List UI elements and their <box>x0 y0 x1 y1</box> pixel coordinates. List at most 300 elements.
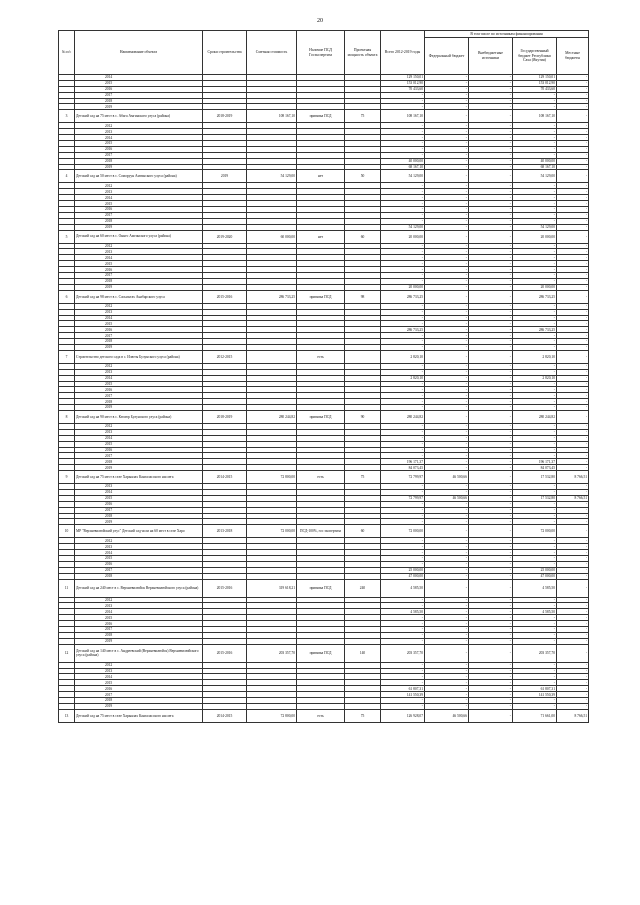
year-total: 72 799,97 <box>381 495 425 501</box>
year-republic: 54 129,00 <box>513 224 557 230</box>
republic-budget: 280 244,82 <box>513 410 557 423</box>
federal-budget: - <box>425 170 469 183</box>
object-number: 12 <box>59 644 75 662</box>
construction-term: 2019 <box>203 170 247 183</box>
year-republic: 4 585,50 <box>513 609 557 615</box>
psd-status: нет <box>297 170 345 183</box>
year-local: - <box>557 489 589 495</box>
republic-budget: 2 820,10 <box>513 350 557 363</box>
year-local: - <box>557 212 589 218</box>
year-federal: - <box>425 405 469 411</box>
year-federal: - <box>425 303 469 309</box>
year-total: - <box>381 363 425 369</box>
year-total: - <box>381 249 425 255</box>
year-local: - <box>557 129 589 135</box>
year-republic: - <box>513 255 557 261</box>
federal-budget: - <box>425 230 469 243</box>
psd-status: есть <box>297 350 345 363</box>
year-extra: - <box>469 573 513 579</box>
year-republic: 61 807,31 <box>513 686 557 692</box>
year-local: - <box>557 423 589 429</box>
year-federal: - <box>425 98 469 104</box>
year-republic: - <box>513 393 557 399</box>
year-label: 2017 <box>75 212 203 218</box>
design-capacity: 60 <box>345 230 381 243</box>
year-republic: - <box>513 674 557 680</box>
year-total: - <box>381 447 425 453</box>
construction-term: 2014-2015 <box>203 471 247 484</box>
year-local: - <box>557 680 589 686</box>
year-republic: - <box>513 387 557 393</box>
header-extra: Внебюджетные источники <box>469 38 513 75</box>
year-federal: - <box>425 680 469 686</box>
year-total: - <box>381 183 425 189</box>
year-label: 2018 <box>75 573 203 579</box>
year-federal: - <box>425 75 469 81</box>
year-total: - <box>381 261 425 267</box>
year-extra: - <box>469 680 513 686</box>
year-label: 2016 <box>75 327 203 333</box>
extra-budget: - <box>469 579 513 597</box>
year-local: - <box>557 513 589 519</box>
header-capacity: Проектная мощность объекта <box>345 31 381 75</box>
year-total: - <box>381 680 425 686</box>
year-local: - <box>557 561 589 567</box>
year-extra: - <box>469 597 513 603</box>
year-federal: - <box>425 550 469 556</box>
year-extra: - <box>469 405 513 411</box>
year-extra: - <box>469 195 513 201</box>
year-local: - <box>557 550 589 556</box>
year-total: - <box>381 441 425 447</box>
year-extra: - <box>469 538 513 544</box>
year-total: - <box>381 632 425 638</box>
year-extra: - <box>469 662 513 668</box>
year-label: 2017 <box>75 152 203 158</box>
year-local: - <box>557 339 589 345</box>
year-republic: 141 550,39 <box>513 692 557 698</box>
year-local: - <box>557 393 589 399</box>
year-local: - <box>557 267 589 273</box>
year-total: - <box>381 123 425 129</box>
psd-status: привязка ПСД <box>297 579 345 597</box>
year-total: - <box>381 309 425 315</box>
year-local: - <box>557 164 589 170</box>
construction-term: 2014-2015 <box>203 709 247 722</box>
year-republic: - <box>513 621 557 627</box>
year-label: 2012 <box>75 423 203 429</box>
year-total: 25 000,00 <box>381 567 425 573</box>
year-label: 2015 <box>75 201 203 207</box>
year-federal: - <box>425 284 469 290</box>
year-local: - <box>557 507 589 513</box>
design-capacity: 98 <box>345 290 381 303</box>
year-label: 2017 <box>75 92 203 98</box>
object-name: Детский сад на 50 мест в с. Соморуун Амгинского улуса (района) <box>75 170 203 183</box>
federal-budget: 46 500,66 <box>425 709 469 722</box>
year-local: - <box>557 86 589 92</box>
year-federal: - <box>425 309 469 315</box>
design-capacity: 50 <box>345 170 381 183</box>
year-total: - <box>381 146 425 152</box>
year-label: 2015 <box>75 381 203 387</box>
year-republic: - <box>513 519 557 525</box>
year-label: 2017 <box>75 393 203 399</box>
year-local: - <box>557 538 589 544</box>
year-total: - <box>381 129 425 135</box>
year-label: 2018 <box>75 698 203 704</box>
year-local: 8 766,51 <box>557 495 589 501</box>
federal-budget: - <box>425 290 469 303</box>
year-extra: - <box>469 146 513 152</box>
year-republic: - <box>513 218 557 224</box>
year-label: 2015 <box>75 556 203 562</box>
year-extra: - <box>469 333 513 339</box>
year-republic: - <box>513 453 557 459</box>
year-label: 2018 <box>75 158 203 164</box>
year-local: - <box>557 224 589 230</box>
local-budget: - <box>557 644 589 662</box>
year-total: - <box>381 207 425 213</box>
year-extra: - <box>469 668 513 674</box>
year-local: - <box>557 441 589 447</box>
estimated-cost <box>247 350 297 363</box>
year-label: 2015 <box>75 615 203 621</box>
year-extra: - <box>469 441 513 447</box>
total-amount: 20 000,00 <box>381 230 425 243</box>
year-federal: - <box>425 423 469 429</box>
year-local: - <box>557 309 589 315</box>
year-republic: 153 012,90 <box>513 80 557 86</box>
year-federal: - <box>425 489 469 495</box>
year-local: - <box>557 597 589 603</box>
total-amount: 2 820,10 <box>381 350 425 363</box>
year-federal: - <box>425 507 469 513</box>
object-row <box>59 350 589 363</box>
year-total: - <box>381 387 425 393</box>
year-extra: - <box>469 267 513 273</box>
year-federal: - <box>425 315 469 321</box>
extra-budget: - <box>469 471 513 484</box>
year-label: 2013 <box>75 369 203 375</box>
year-extra: - <box>469 135 513 141</box>
year-federal: - <box>425 123 469 129</box>
year-extra: - <box>469 686 513 692</box>
year-republic: - <box>513 489 557 495</box>
year-extra: - <box>469 703 513 709</box>
header-republic: Государственный бюджет Республики Саха (Якутия) <box>513 38 557 75</box>
year-federal: - <box>425 261 469 267</box>
year-republic: 47 000,00 <box>513 573 557 579</box>
year-federal: - <box>425 164 469 170</box>
year-label: 2018 <box>75 278 203 284</box>
year-extra: - <box>469 567 513 573</box>
year-extra: - <box>469 621 513 627</box>
local-budget: - <box>557 110 589 123</box>
year-label: 2016 <box>75 86 203 92</box>
construction-term: 2019-2020 <box>203 230 247 243</box>
extra-budget: - <box>469 410 513 423</box>
year-total: - <box>381 104 425 110</box>
year-republic: - <box>513 501 557 507</box>
object-number: 10 <box>59 525 75 538</box>
extra-budget: - <box>469 525 513 538</box>
year-republic: - <box>513 243 557 249</box>
year-extra: - <box>469 544 513 550</box>
header-sources-group: В том числе по источникам финансирования <box>425 31 589 38</box>
year-total: - <box>381 453 425 459</box>
year-republic: - <box>513 556 557 562</box>
year-label: 2014 <box>75 195 203 201</box>
psd-status: нет <box>297 230 345 243</box>
year-label: 2018 <box>75 632 203 638</box>
total-amount: 126 928,07 <box>381 709 425 722</box>
header-psd: Наличие ПСД Госэкспертиза <box>297 31 345 75</box>
year-republic: 196 171,37 <box>513 459 557 465</box>
year-extra: - <box>469 387 513 393</box>
year-republic: - <box>513 484 557 490</box>
year-local: - <box>557 333 589 339</box>
year-local: - <box>557 484 589 490</box>
local-budget: 8 766,51 <box>557 709 589 722</box>
federal-budget: - <box>425 525 469 538</box>
year-extra: - <box>469 164 513 170</box>
year-local: - <box>557 344 589 350</box>
year-federal: - <box>425 249 469 255</box>
year-extra: - <box>469 550 513 556</box>
year-local: - <box>557 123 589 129</box>
local-budget: - <box>557 410 589 423</box>
year-federal: - <box>425 686 469 692</box>
year-extra: - <box>469 674 513 680</box>
year-republic: - <box>513 201 557 207</box>
year-total: 4 585,50 <box>381 609 425 615</box>
object-number: 13 <box>59 709 75 722</box>
year-extra: - <box>469 484 513 490</box>
year-total: 141 550,39 <box>381 692 425 698</box>
year-label: 2016 <box>75 207 203 213</box>
year-local: - <box>557 315 589 321</box>
year-republic: 129 150,01 <box>513 75 557 81</box>
year-total: - <box>381 243 425 249</box>
object-name: МР "Верхневилюйский улус" Детский сад-ясли на 60 мест в селе Харо <box>75 525 203 538</box>
psd-status: есть <box>297 709 345 722</box>
federal-budget: 46 500,66 <box>425 471 469 484</box>
year-extra: - <box>469 459 513 465</box>
year-extra: - <box>469 309 513 315</box>
year-federal: - <box>425 104 469 110</box>
object-row <box>59 230 589 243</box>
year-federal: - <box>425 538 469 544</box>
year-extra: - <box>469 638 513 644</box>
year-total: 20 000,00 <box>381 284 425 290</box>
year-extra: - <box>469 375 513 381</box>
design-capacity: 75 <box>345 709 381 722</box>
year-label: 2014 <box>75 255 203 261</box>
object-name: Детский сад на 140 мест в с. Андреевский (Верхневилюйск) Верхневилюйского улуса (района) <box>75 644 203 662</box>
year-extra: - <box>469 495 513 501</box>
year-extra: - <box>469 249 513 255</box>
year-total: - <box>381 303 425 309</box>
year-total: - <box>381 615 425 621</box>
year-local: - <box>557 207 589 213</box>
object-row <box>59 644 589 662</box>
year-label: 2019 <box>75 164 203 170</box>
year-total: - <box>381 267 425 273</box>
year-republic: - <box>513 195 557 201</box>
object-name: Детский сад на 98 мест в с. Сасыльтах Анабарского улуса <box>75 290 203 303</box>
year-label: 2017 <box>75 692 203 698</box>
year-extra: - <box>469 207 513 213</box>
year-extra: - <box>469 399 513 405</box>
year-total: - <box>381 321 425 327</box>
year-local: - <box>557 201 589 207</box>
year-republic: - <box>513 135 557 141</box>
year-label: 2015 <box>75 141 203 147</box>
year-total: - <box>381 369 425 375</box>
year-label: 2016 <box>75 146 203 152</box>
year-federal: - <box>425 369 469 375</box>
psd-status: ПСД-100%, гос экспертиза <box>297 525 345 538</box>
year-federal: - <box>425 146 469 152</box>
year-total: - <box>381 597 425 603</box>
year-label: 2012 <box>75 303 203 309</box>
design-capacity: 240 <box>345 579 381 597</box>
year-total: - <box>381 273 425 279</box>
object-number: 6 <box>59 290 75 303</box>
year-local: - <box>557 261 589 267</box>
year-federal: - <box>425 556 469 562</box>
extra-budget: - <box>469 644 513 662</box>
year-republic: - <box>513 680 557 686</box>
year-local: - <box>557 662 589 668</box>
year-extra: - <box>469 315 513 321</box>
year-federal: - <box>425 363 469 369</box>
year-federal: - <box>425 267 469 273</box>
year-extra: - <box>469 339 513 345</box>
page-number: 20 <box>317 18 323 24</box>
estimated-cost: 72 800,00 <box>247 471 297 484</box>
local-budget: - <box>557 350 589 363</box>
year-local: - <box>557 615 589 621</box>
year-label: 2018 <box>75 339 203 345</box>
year-label: 2012 <box>75 597 203 603</box>
total-amount: 54 129,00 <box>381 170 425 183</box>
year-extra: - <box>469 303 513 309</box>
year-extra: - <box>469 224 513 230</box>
local-budget: - <box>557 170 589 183</box>
year-label: 2014 <box>75 489 203 495</box>
object-row <box>59 709 589 722</box>
object-row <box>59 290 589 303</box>
object-number: 11 <box>59 579 75 597</box>
year-local: - <box>557 249 589 255</box>
year-extra: - <box>469 513 513 519</box>
year-total: - <box>381 278 425 284</box>
year-republic: 70 433,60 <box>513 86 557 92</box>
year-federal: - <box>425 484 469 490</box>
year-total: - <box>381 513 425 519</box>
object-row <box>59 110 589 123</box>
year-local: - <box>557 429 589 435</box>
year-republic: - <box>513 429 557 435</box>
year-total: - <box>381 674 425 680</box>
year-federal: - <box>425 92 469 98</box>
year-republic: - <box>513 405 557 411</box>
republic-budget: 203 357,70 <box>513 644 557 662</box>
year-federal: - <box>425 201 469 207</box>
year-label: 2017 <box>75 453 203 459</box>
object-name: Детский сад на 240 мест в с. Верхневилюйск Верхневилюйского улуса (района) <box>75 579 203 597</box>
year-total: - <box>381 703 425 709</box>
year-federal: - <box>425 453 469 459</box>
year-republic: - <box>513 668 557 674</box>
year-label: 2012 <box>75 363 203 369</box>
year-extra: - <box>469 363 513 369</box>
year-republic: - <box>513 249 557 255</box>
year-label: 2012 <box>75 183 203 189</box>
header-no: № п/с <box>59 31 75 75</box>
republic-budget: 72 000,00 <box>513 525 557 538</box>
year-local: - <box>557 621 589 627</box>
object-row <box>59 525 589 538</box>
object-row <box>59 579 589 597</box>
year-total: - <box>381 423 425 429</box>
year-label: 2017 <box>75 333 203 339</box>
year-label: 2012 <box>75 123 203 129</box>
construction-term: 2015-2016 <box>203 290 247 303</box>
year-federal: - <box>425 668 469 674</box>
year-label: 2019 <box>75 703 203 709</box>
year-label: 2012 <box>75 243 203 249</box>
year-total: 47 000,00 <box>381 573 425 579</box>
object-name: Детский сад на 75 мест в селе Харыялах Кангаласского наслега <box>75 471 203 484</box>
year-republic: 68 167,10 <box>513 164 557 170</box>
year-federal: - <box>425 255 469 261</box>
year-federal: - <box>425 129 469 135</box>
year-local: - <box>557 556 589 562</box>
year-republic: - <box>513 441 557 447</box>
extra-budget: - <box>469 110 513 123</box>
year-total: - <box>381 435 425 441</box>
year-republic: - <box>513 152 557 158</box>
year-federal: - <box>425 273 469 279</box>
year-extra: - <box>469 98 513 104</box>
year-total: - <box>381 668 425 674</box>
year-total: - <box>381 195 425 201</box>
year-federal: - <box>425 627 469 633</box>
total-amount: 203 357,70 <box>381 644 425 662</box>
year-total: - <box>381 152 425 158</box>
header-term: Сроки строительства <box>203 31 247 75</box>
year-label: 2015 <box>75 321 203 327</box>
year-label: 2013 <box>75 189 203 195</box>
year-total: - <box>381 189 425 195</box>
year-total: - <box>381 212 425 218</box>
year-extra: - <box>469 243 513 249</box>
year-extra: - <box>469 519 513 525</box>
year-republic: 84 073,45 <box>513 465 557 471</box>
local-budget: - <box>557 525 589 538</box>
year-local: - <box>557 453 589 459</box>
extra-budget: - <box>469 290 513 303</box>
extra-budget: - <box>469 230 513 243</box>
year-republic: - <box>513 141 557 147</box>
year-local: - <box>557 399 589 405</box>
year-label: 2014 <box>75 375 203 381</box>
year-total: - <box>381 339 425 345</box>
year-extra: - <box>469 104 513 110</box>
